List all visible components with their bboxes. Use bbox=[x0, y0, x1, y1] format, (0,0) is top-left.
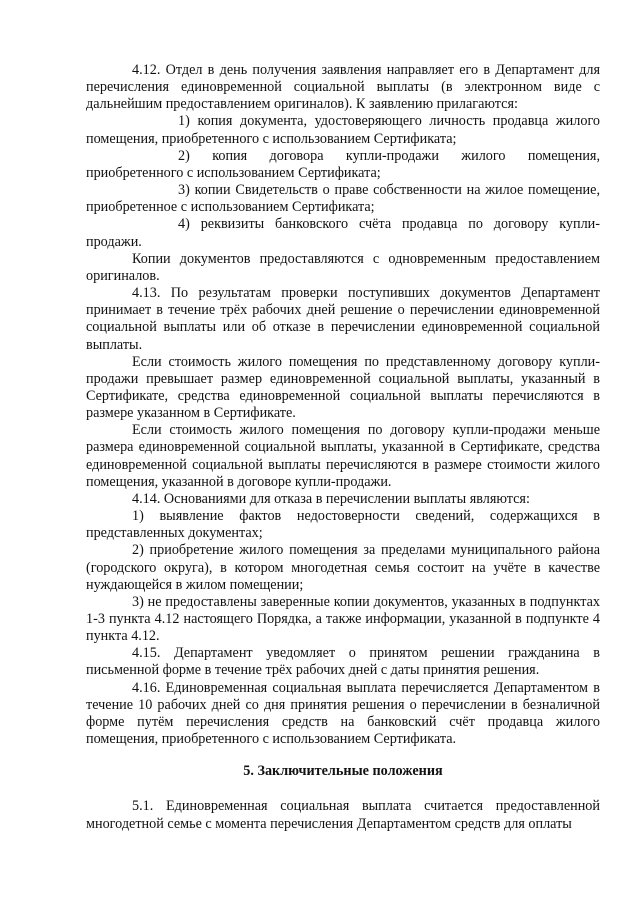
list-item bbox=[86, 148, 600, 182]
list-text: копии Свидетельств о праве собственности на жилое помещение, приобретенное с использованием Сертификата; bbox=[86, 182, 600, 216]
list-item: 1) выявление фактов недостоверности сведений, содержащихся в представленных документах; bbox=[86, 508, 600, 542]
list-item bbox=[86, 113, 600, 147]
list-item bbox=[86, 216, 600, 250]
paragraph-4-15: 4.15. Департамент уведомляет о принятом решении гражданина в письменной форме в течение трёх рабочих дней с даты принятия решения. bbox=[86, 645, 600, 679]
list-number: 2) bbox=[178, 147, 190, 164]
list-item: 3) не предоставлены заверенные копии документов, указанных в подпунктах 1-3 пункта 4.12 настоящего Порядка, а также информации, указанной в подпункте 4 пункта 4.12. bbox=[86, 593, 600, 645]
list-item bbox=[86, 182, 600, 216]
list-text: реквизиты банковского счёта продавца по договору купли-продажи. bbox=[86, 216, 600, 250]
list-number: 1) bbox=[178, 113, 190, 130]
paragraph-copies: Копии документов предоставляются с одновременным предоставлением оригиналов. bbox=[86, 250, 600, 284]
paragraph-4-12: 4.12. Отдел в день получения заявления направляет его в Департамент для перечисления единовременной социальной выплаты (в электронном виде с дальнейшим предоставлением оригиналов). К заявлению прилагаются: bbox=[86, 62, 600, 113]
list-number: 3) bbox=[178, 182, 190, 199]
paragraph-cost-less: Если стоимость жилого помещения по договору купли-продажи меньше размера единовременной социальной выплаты, указанной в Сертификате, средства единовременной социальной выплаты перечисляются в размере стоимости жилого помещения, указанной в договоре купли-продажи. bbox=[86, 422, 600, 490]
paragraph-4-13: 4.13. По результатам проверки поступивших документов Департамент принимает в течение трёх рабочих дней решение о перечислении единовременной социальной выплаты или об отказе в перечислении единовременной социальной выплаты. bbox=[86, 285, 600, 353]
section-heading: 5. Заключительные положения bbox=[243, 763, 443, 780]
list-item: 2) приобретение жилого помещения за пределами муниципального района (городского округа), в котором многодетная семья состоит на учёте в качестве нуждающейся в жилом помещении; bbox=[86, 542, 600, 593]
list-number: 4) bbox=[178, 216, 190, 233]
paragraph-5-1: 5.1. Единовременная социальная выплата считается предоставленной многодетной семье с момента перечисления Департаментом средств для оплаты bbox=[86, 798, 600, 832]
paragraph-cost-exceeds: Если стоимость жилого помещения по представленному договору купли-продажи превышает размер единовременной социальной выплаты, указанный в Сертификате, средства единовременной социальной выплаты перечисляются в размере указанном в Сертификате. bbox=[86, 353, 600, 422]
paragraph-4-16: 4.16. Единовременная социальная выплата перечисляется Департаментом в течение 10 рабочих дней со дня принятия решения о перечислении в безналичной форме путём перечисления средств на банковский счёт продавца жилого помещения, приобретенного с использованием Сертификата. bbox=[86, 679, 600, 748]
document-page bbox=[86, 62, 600, 833]
list-text: копия документа, удостоверяющего личность продавца жилого помещения, приобретенного с использованием Сертификата; bbox=[86, 113, 601, 147]
paragraph-4-14: 4.14. Основаниями для отказа в перечислении выплаты являются: bbox=[132, 490, 530, 507]
list-text: копия договора купли-продажи жилого помещения, приобретенного с использованием Сертификата; bbox=[86, 147, 600, 181]
